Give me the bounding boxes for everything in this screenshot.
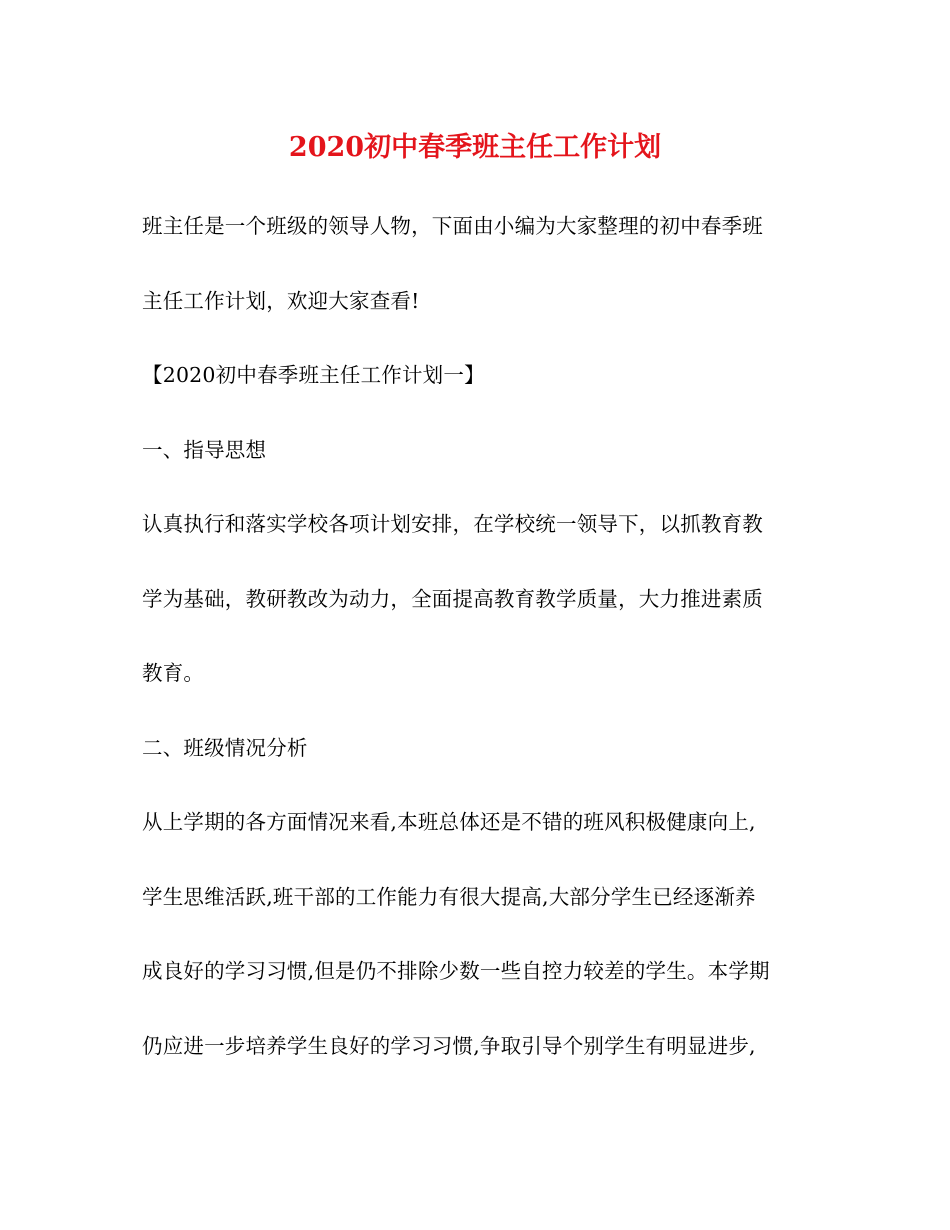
- section-heading-class-analysis: 二、班级情况分析: [142, 735, 308, 760]
- document-title: 2020初中春季班主任工作计划: [288, 132, 662, 163]
- paragraph-line-analysis-3: 成良好的学习习惯,但是仍不排除少数一些自控力较差的学生。本学期: [142, 959, 770, 983]
- paragraph-line-intro-1: 班主任是一个班级的领导人物，下面由小编为大家整理的初中春季班: [142, 214, 763, 238]
- paragraph-line-analysis-1: 从上学期的各方面情况来看,本班总体还是不错的班风积极健康向上,: [142, 810, 756, 834]
- paragraph-line-analysis-4: 仍应进一步培养学生良好的学习习惯,争取引导个别学生有明显进步,: [142, 1033, 756, 1058]
- paragraph-line-intro-2: 主任工作计划，欢迎大家查看!: [142, 288, 420, 313]
- section-heading-guiding-ideology: 一、指导思想: [142, 437, 267, 462]
- paragraph-line-ideology-1: 认真执行和落实学校各项计划安排，在学校统一领导下，以抓教育教: [142, 512, 763, 536]
- section-heading-plan-one: 【2020初中春季班主任工作计划一】: [142, 363, 485, 387]
- document-body: [142, 189, 812, 1083]
- paragraph-line-ideology-3: 教育。: [142, 661, 205, 685]
- paragraph-line-ideology-2: 学为基础，教研教改为动力，全面提高教育教学质量，大力推进素质: [142, 586, 763, 611]
- paragraph-line-analysis-2: 学生思维活跃,班干部的工作能力有很大提高,大部分学生已经逐渐养: [142, 884, 756, 909]
